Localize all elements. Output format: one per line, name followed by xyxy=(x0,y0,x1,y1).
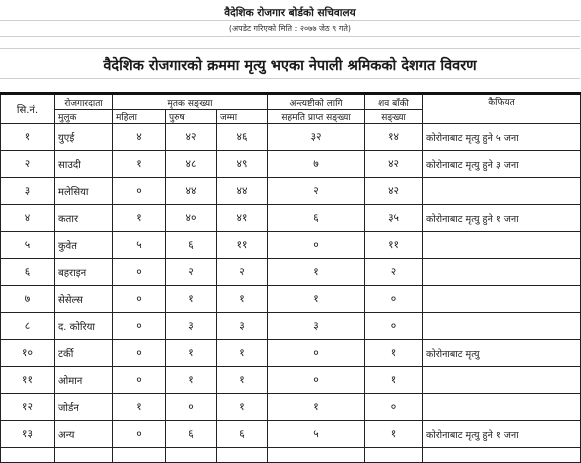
cell-sn: १२ xyxy=(1,394,55,421)
cell-remarks xyxy=(423,313,581,340)
cell-funeral: ५ xyxy=(268,421,365,448)
cell-country: टर्की xyxy=(55,340,113,367)
cell-total: १ xyxy=(217,286,268,313)
cell-country: जोर्डन xyxy=(55,394,113,421)
cell-male: ३ xyxy=(166,313,217,340)
col-deceased-header: मृतक सङ्ख्या xyxy=(113,94,268,110)
table-row xyxy=(1,394,581,421)
col-remarks-header: कैफियत xyxy=(423,94,581,124)
cell-male: १ xyxy=(166,367,217,394)
cell-country: कुवेत xyxy=(55,232,113,259)
cell-country: द. कोरिया xyxy=(55,313,113,340)
cell-remaining: ४२ xyxy=(365,178,423,205)
cell-remarks: कोरोनाबाट मृत्यु हुने १ जना xyxy=(423,205,581,232)
header-row xyxy=(1,94,581,110)
org-heading: वैदेशिक रोजगार बोर्डको सचिवालय xyxy=(224,7,356,19)
cell-sn: १३ xyxy=(1,421,55,448)
col-funeral-subheader: सहमति प्राप्त सङ्ख्या xyxy=(268,110,365,124)
cell-total: ४४ xyxy=(217,178,268,205)
cell-female: ० xyxy=(113,313,166,340)
cell-female: ० xyxy=(113,367,166,394)
table-row xyxy=(1,232,581,259)
report-title: वैदेशिक रोजगारको क्रममा मृत्यु भएका नेपाली श्रमिकको देशगत विवरण xyxy=(103,58,477,74)
cell-remaining: ० xyxy=(365,286,423,313)
cell-total: १ xyxy=(217,340,268,367)
cell-male: १ xyxy=(166,286,217,313)
cell-remaining: १ xyxy=(365,367,423,394)
cell-male: १ xyxy=(166,340,217,367)
cell-remaining: १४ xyxy=(365,124,423,151)
cell-funeral: ७ xyxy=(268,151,365,178)
cell-sn: ११ xyxy=(1,367,55,394)
cell-funeral: ३२ xyxy=(268,124,365,151)
cell-male: ६ xyxy=(166,232,217,259)
cell-sn: १ xyxy=(1,124,55,151)
cell-remaining: ० xyxy=(365,394,423,421)
cell-country: बहराइन xyxy=(55,259,113,286)
row-divider xyxy=(0,78,580,79)
col-country-header: मुलुक xyxy=(55,110,113,124)
cell-remarks xyxy=(423,259,581,286)
cell-male: २ xyxy=(166,259,217,286)
table-row xyxy=(1,421,581,448)
cell-female: ० xyxy=(113,286,166,313)
cell-remaining: १ xyxy=(365,340,423,367)
cell-country: ओमान xyxy=(55,367,113,394)
cell-female: ० xyxy=(113,340,166,367)
cell-remarks: कोरोनाबाट मृत्यु हुने ५ जना xyxy=(423,124,581,151)
updated-date: (अपडेट गरिएको मिति : २०७७ जेठ ९ गते) xyxy=(228,24,352,33)
cell-country: युएई xyxy=(55,124,113,151)
table-row xyxy=(1,367,581,394)
cell-funeral: ० xyxy=(268,232,365,259)
cell-remarks: कोरोनाबाट मृत्यु हुने १ जना xyxy=(423,421,581,448)
cell-male: ४८ xyxy=(166,151,217,178)
cell-funeral: ० xyxy=(268,367,365,394)
cell-sn: १० xyxy=(1,340,55,367)
col-male-header: पुरुष xyxy=(166,110,217,124)
col-sn-header: सि.नं. xyxy=(1,94,55,124)
cell-remaining: ० xyxy=(365,313,423,340)
cell-remaining: २ xyxy=(365,259,423,286)
cell-funeral: २ xyxy=(268,178,365,205)
cell-remaining: ११ xyxy=(365,232,423,259)
cell-sn: २ xyxy=(1,151,55,178)
cell-total: ४६ xyxy=(217,124,268,151)
col-employer-header: रोजगारदाता xyxy=(55,94,113,110)
cell-sn: ६ xyxy=(1,259,55,286)
cell-country: साउदी xyxy=(55,151,113,178)
partial-row xyxy=(1,448,581,463)
cell-total: ६ xyxy=(217,421,268,448)
cell-remarks xyxy=(423,232,581,259)
row-divider xyxy=(0,36,580,37)
cell-sn: ३ xyxy=(1,178,55,205)
cell-female: ५ xyxy=(113,232,166,259)
table-row xyxy=(1,259,581,286)
col-body-subheader: सङ्ख्या xyxy=(365,110,423,124)
cell-female: ० xyxy=(113,421,166,448)
cell-total: १ xyxy=(217,367,268,394)
cell-country: कतार xyxy=(55,205,113,232)
row-divider xyxy=(0,20,580,21)
deaths-table xyxy=(0,92,581,463)
cell-remaining: ४२ xyxy=(365,151,423,178)
table-row xyxy=(1,124,581,151)
cell-female: १ xyxy=(113,394,166,421)
cell-funeral: १ xyxy=(268,394,365,421)
col-total-header: जम्मा xyxy=(217,110,268,124)
cell-funeral: १ xyxy=(268,286,365,313)
cell-country: सेसेल्स xyxy=(55,286,113,313)
cell-total: २ xyxy=(217,259,268,286)
cell-total: ३ xyxy=(217,313,268,340)
table-row xyxy=(1,340,581,367)
table-row xyxy=(1,151,581,178)
cell-male: ० xyxy=(166,394,217,421)
cell-male: ४४ xyxy=(166,178,217,205)
cell-female: १ xyxy=(113,151,166,178)
cell-remarks: कोरोनाबाट मृत्यु xyxy=(423,340,581,367)
cell-remarks xyxy=(423,286,581,313)
cell-total: ४९ xyxy=(217,151,268,178)
cell-remaining: ३५ xyxy=(365,205,423,232)
cell-total: ११ xyxy=(217,232,268,259)
cell-funeral: १ xyxy=(268,259,365,286)
col-body-header: शव बाँकी xyxy=(365,94,423,110)
cell-total: १ xyxy=(217,394,268,421)
cell-funeral: ० xyxy=(268,340,365,367)
cell-remaining: १ xyxy=(365,421,423,448)
cell-male: ४२ xyxy=(166,124,217,151)
cell-sn: ८ xyxy=(1,313,55,340)
cell-total: ४१ xyxy=(217,205,268,232)
cell-male: ६ xyxy=(166,421,217,448)
cell-female: ० xyxy=(113,259,166,286)
table-row xyxy=(1,178,581,205)
cell-female: ० xyxy=(113,178,166,205)
cell-sn: ४ xyxy=(1,205,55,232)
cell-sn: ७ xyxy=(1,286,55,313)
cell-country: मलेसिया xyxy=(55,178,113,205)
table-row xyxy=(1,205,581,232)
cell-funeral: ३ xyxy=(268,313,365,340)
col-female-header: महिला xyxy=(113,110,166,124)
cell-remarks xyxy=(423,178,581,205)
cell-female: १ xyxy=(113,205,166,232)
cell-sn: ५ xyxy=(1,232,55,259)
cell-country: अन्य xyxy=(55,421,113,448)
cell-remarks xyxy=(423,394,581,421)
cell-male: ४० xyxy=(166,205,217,232)
table-row xyxy=(1,286,581,313)
col-funeral-header: अन्त्यष्टीको लागि xyxy=(268,94,365,110)
cell-remarks xyxy=(423,367,581,394)
cell-remarks: कोरोनाबाट मृत्यु हुने ३ जना xyxy=(423,151,581,178)
cell-funeral: ६ xyxy=(268,205,365,232)
row-divider xyxy=(0,48,580,49)
table-row xyxy=(1,313,581,340)
cell-female: ४ xyxy=(113,124,166,151)
